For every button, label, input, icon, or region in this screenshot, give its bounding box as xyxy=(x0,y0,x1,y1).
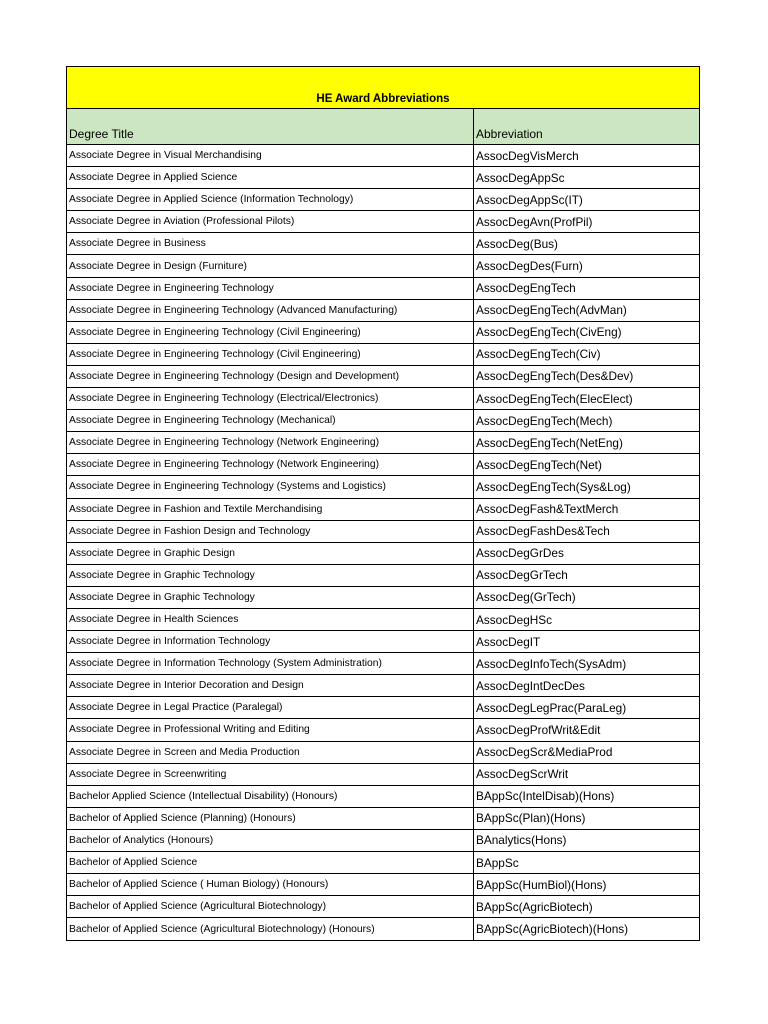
degree-title-cell: Associate Degree in Applied Science (Information Technology) xyxy=(67,189,474,210)
degree-title-cell: Associate Degree in Screen and Media Production xyxy=(67,742,474,763)
abbreviation-cell: AssocDegEngTech(NetEng) xyxy=(476,435,623,450)
degree-title-cell: Bachelor of Applied Science (Planning) (Honours) xyxy=(67,808,474,829)
table-row xyxy=(67,366,699,388)
table-row xyxy=(67,476,699,498)
table-row xyxy=(67,587,699,609)
table-row xyxy=(67,388,699,410)
abbreviation-cell: AssocDegAppSc(IT) xyxy=(476,192,583,207)
degree-title-cell: Associate Degree in Applied Science xyxy=(67,167,474,188)
abbreviation-cell: AssocDegEngTech(Des&Dev) xyxy=(476,369,634,384)
table-row xyxy=(67,918,699,940)
table-row xyxy=(67,631,699,653)
abbreviation-cell: AssocDegIT xyxy=(476,634,541,649)
table-row xyxy=(67,719,699,741)
degree-title-cell: Associate Degree in Engineering Technology (Advanced Manufacturing) xyxy=(67,300,474,321)
abbreviation-cell: AssocDeg(GrTech) xyxy=(476,590,576,605)
abbreviation-cell: BAppSc(HumBiol)(Hons) xyxy=(476,877,607,892)
degree-title-cell: Bachelor of Applied Science (Agricultural Biotechnology) (Honours) xyxy=(67,918,474,940)
degree-title-cell: Bachelor of Analytics (Honours) xyxy=(67,830,474,851)
abbreviation-cell: AssocDegScrWrit xyxy=(476,767,569,782)
degree-title-cell: Associate Degree in Legal Practice (Paralegal) xyxy=(67,697,474,718)
table-row xyxy=(67,189,699,211)
abbreviation-cell: AssocDegDes(Furn) xyxy=(476,259,583,274)
column-header-abbreviation: Abbreviation xyxy=(476,127,543,141)
degree-title-cell: Bachelor Applied Science (Intellectual Disability) (Honours) xyxy=(67,786,474,807)
table-row xyxy=(67,300,699,322)
abbreviation-cell: AssocDegIntDecDes xyxy=(476,678,585,693)
table-row xyxy=(67,145,699,167)
abbreviation-cell: AssocDegLegPrac(ParaLeg) xyxy=(476,700,627,715)
abbreviation-cell: BAppSc(AgricBiotech) xyxy=(476,899,593,914)
table-row xyxy=(67,742,699,764)
degree-title-cell: Associate Degree in Interior Decoration and Design xyxy=(67,675,474,696)
header-row xyxy=(67,109,699,145)
column-header-degree: Degree Title xyxy=(67,109,474,144)
abbreviation-cell: AssocDegEngTech(Mech) xyxy=(476,413,613,428)
table-row xyxy=(67,874,699,896)
table-row xyxy=(67,499,699,521)
abbreviation-cell: AssocDegEngTech(Net) xyxy=(476,457,602,472)
degree-title-cell: Associate Degree in Visual Merchandising xyxy=(67,145,474,166)
degree-title-cell: Associate Degree in Information Technology (System Administration) xyxy=(67,653,474,674)
degree-title-cell: Associate Degree in Engineering Technology (Civil Engineering) xyxy=(67,344,474,365)
table-row xyxy=(67,609,699,631)
degree-title-cell: Associate Degree in Information Technology xyxy=(67,631,474,652)
table-row xyxy=(67,521,699,543)
abbreviation-cell: AssocDegEngTech xyxy=(476,281,576,296)
table-row xyxy=(67,675,699,697)
abbreviation-cell: AssocDegProfWrit&Edit xyxy=(476,722,601,737)
title-row xyxy=(67,67,699,109)
abbreviation-cell: AssocDeg(Bus) xyxy=(476,236,558,251)
table-row xyxy=(67,432,699,454)
degree-title-cell: Associate Degree in Fashion and Textile Merchandising xyxy=(67,499,474,520)
degree-title-cell: Associate Degree in Graphic Design xyxy=(67,543,474,564)
table-row xyxy=(67,852,699,874)
abbreviation-cell: BAppSc(AgricBiotech)(Hons) xyxy=(476,922,629,937)
degree-title-cell: Associate Degree in Screenwriting xyxy=(67,764,474,785)
degree-title-cell: Associate Degree in Engineering Technology (Electrical/Electronics) xyxy=(67,388,474,409)
abbreviation-cell: AssocDegEngTech(ElecElect) xyxy=(476,391,633,406)
abbreviation-cell: AssocDegGrDes xyxy=(476,546,564,561)
table-row xyxy=(67,233,699,255)
table-row xyxy=(67,255,699,277)
abbreviation-cell: AssocDegEngTech(Sys&Log) xyxy=(476,479,631,494)
table-row xyxy=(67,344,699,366)
degree-title-cell: Associate Degree in Engineering Technology (Civil Engineering) xyxy=(67,322,474,343)
degree-title-cell: Associate Degree in Design (Furniture) xyxy=(67,255,474,276)
abbreviation-cell: AssocDegEngTech(CivEng) xyxy=(476,325,622,340)
degree-title-cell: Associate Degree in Engineering Technology (Systems and Logistics) xyxy=(67,476,474,497)
table-row xyxy=(67,322,699,344)
table-row xyxy=(67,830,699,852)
degree-title-cell: Associate Degree in Engineering Technology (Design and Development) xyxy=(67,366,474,387)
spreadsheet-table xyxy=(66,66,700,941)
table-row xyxy=(67,211,699,233)
abbreviation-cell: AssocDegVisMerch xyxy=(476,148,579,163)
table-row xyxy=(67,167,699,189)
degree-title-cell: Associate Degree in Business xyxy=(67,233,474,254)
table-row xyxy=(67,896,699,918)
table-row xyxy=(67,410,699,432)
abbreviation-cell: AssocDegScr&MediaProd xyxy=(476,745,613,760)
degree-title-cell: Associate Degree in Graphic Technology xyxy=(67,587,474,608)
degree-title-cell: Associate Degree in Engineering Technology (Network Engineering) xyxy=(67,432,474,453)
abbreviation-cell: BAppSc(IntelDisab)(Hons) xyxy=(476,789,615,804)
table-row xyxy=(67,543,699,565)
abbreviation-cell: AssocDegHSc xyxy=(476,612,553,627)
table-title: HE Award Abbreviations xyxy=(316,93,450,105)
table-row xyxy=(67,786,699,808)
abbreviation-cell: BAppSc xyxy=(476,855,519,870)
table-row xyxy=(67,808,699,830)
degree-title-cell: Associate Degree in Fashion Design and Technology xyxy=(67,521,474,542)
abbreviation-cell: AssocDegEngTech(Civ) xyxy=(476,347,601,362)
degree-title-cell: Bachelor of Applied Science xyxy=(67,852,474,873)
degree-title-cell: Associate Degree in Engineering Technology xyxy=(67,278,474,299)
degree-title-cell: Associate Degree in Professional Writing and Editing xyxy=(67,719,474,740)
abbreviation-cell: AssocDegFash&TextMerch xyxy=(476,502,619,517)
abbreviation-cell: BAnalytics(Hons) xyxy=(476,833,567,848)
degree-title-cell: Associate Degree in Graphic Technology xyxy=(67,565,474,586)
abbreviation-cell: BAppSc(Plan)(Hons) xyxy=(476,811,586,826)
abbreviation-cell: AssocDegEngTech(AdvMan) xyxy=(476,303,627,318)
degree-title-cell: Associate Degree in Aviation (Professional Pilots) xyxy=(67,211,474,232)
abbreviation-cell: AssocDegAppSc xyxy=(476,170,565,185)
table-row xyxy=(67,653,699,675)
table-row xyxy=(67,454,699,476)
abbreviation-cell: AssocDegAvn(ProfPil) xyxy=(476,214,593,229)
degree-title-cell: Bachelor of Applied Science ( Human Biology) (Honours) xyxy=(67,874,474,895)
table-row xyxy=(67,697,699,719)
degree-title-cell: Bachelor of Applied Science (Agricultural Biotechnology) xyxy=(67,896,474,917)
abbreviation-cell: AssocDegInfoTech(SysAdm) xyxy=(476,656,627,671)
degree-title-cell: Associate Degree in Engineering Technology (Network Engineering) xyxy=(67,454,474,475)
table-row xyxy=(67,565,699,587)
abbreviation-cell: AssocDegFashDes&Tech xyxy=(476,524,610,539)
table-body xyxy=(67,145,699,940)
abbreviation-cell: AssocDegGrTech xyxy=(476,568,568,583)
table-row xyxy=(67,278,699,300)
degree-title-cell: Associate Degree in Health Sciences xyxy=(67,609,474,630)
degree-title-cell: Associate Degree in Engineering Technology (Mechanical) xyxy=(67,410,474,431)
table-row xyxy=(67,764,699,786)
